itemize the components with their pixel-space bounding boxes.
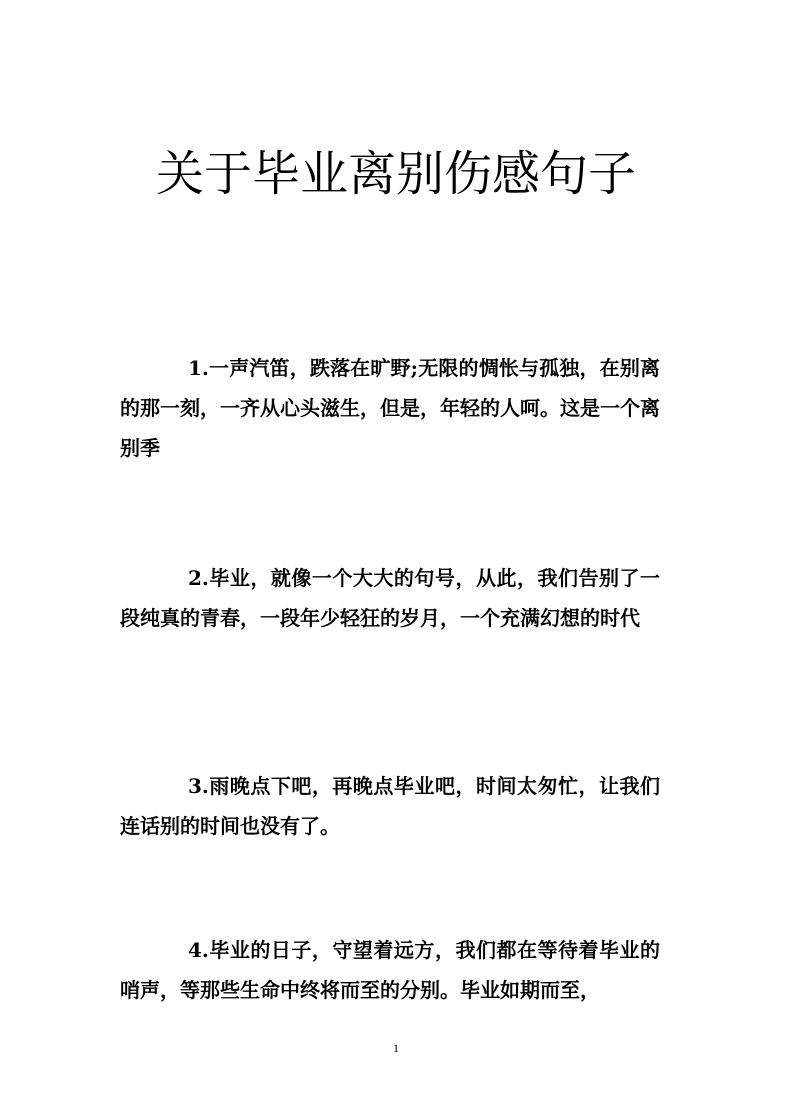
paragraph-4: 4.毕业的日子，守望着远方，我们都在等待着毕业的哨声，等那些生命中终将而至的分别。毕业如期而至， (120, 938, 660, 1002)
paragraph-3: 3.雨晚点下吧，再晚点毕业吧，时间太匆忙，让我们连话别的时间也没有了。 (120, 774, 660, 838)
page-number: 1 (393, 1041, 399, 1055)
paragraph-2: 2.毕业，就像一个大大的句号，从此，我们告别了一段纯真的青春，一段年少轻狂的岁月，一个充满幻想的时代 (120, 566, 660, 630)
page-title: 关于毕业离别伤感句子 (155, 146, 636, 202)
paragraph-1: 1.一声汽笛，跌落在旷野;无限的惆怅与孤独，在别离的那一刻，一齐从心头滋生，但是，年轻的人呵。这是一个离别季 (120, 356, 660, 460)
